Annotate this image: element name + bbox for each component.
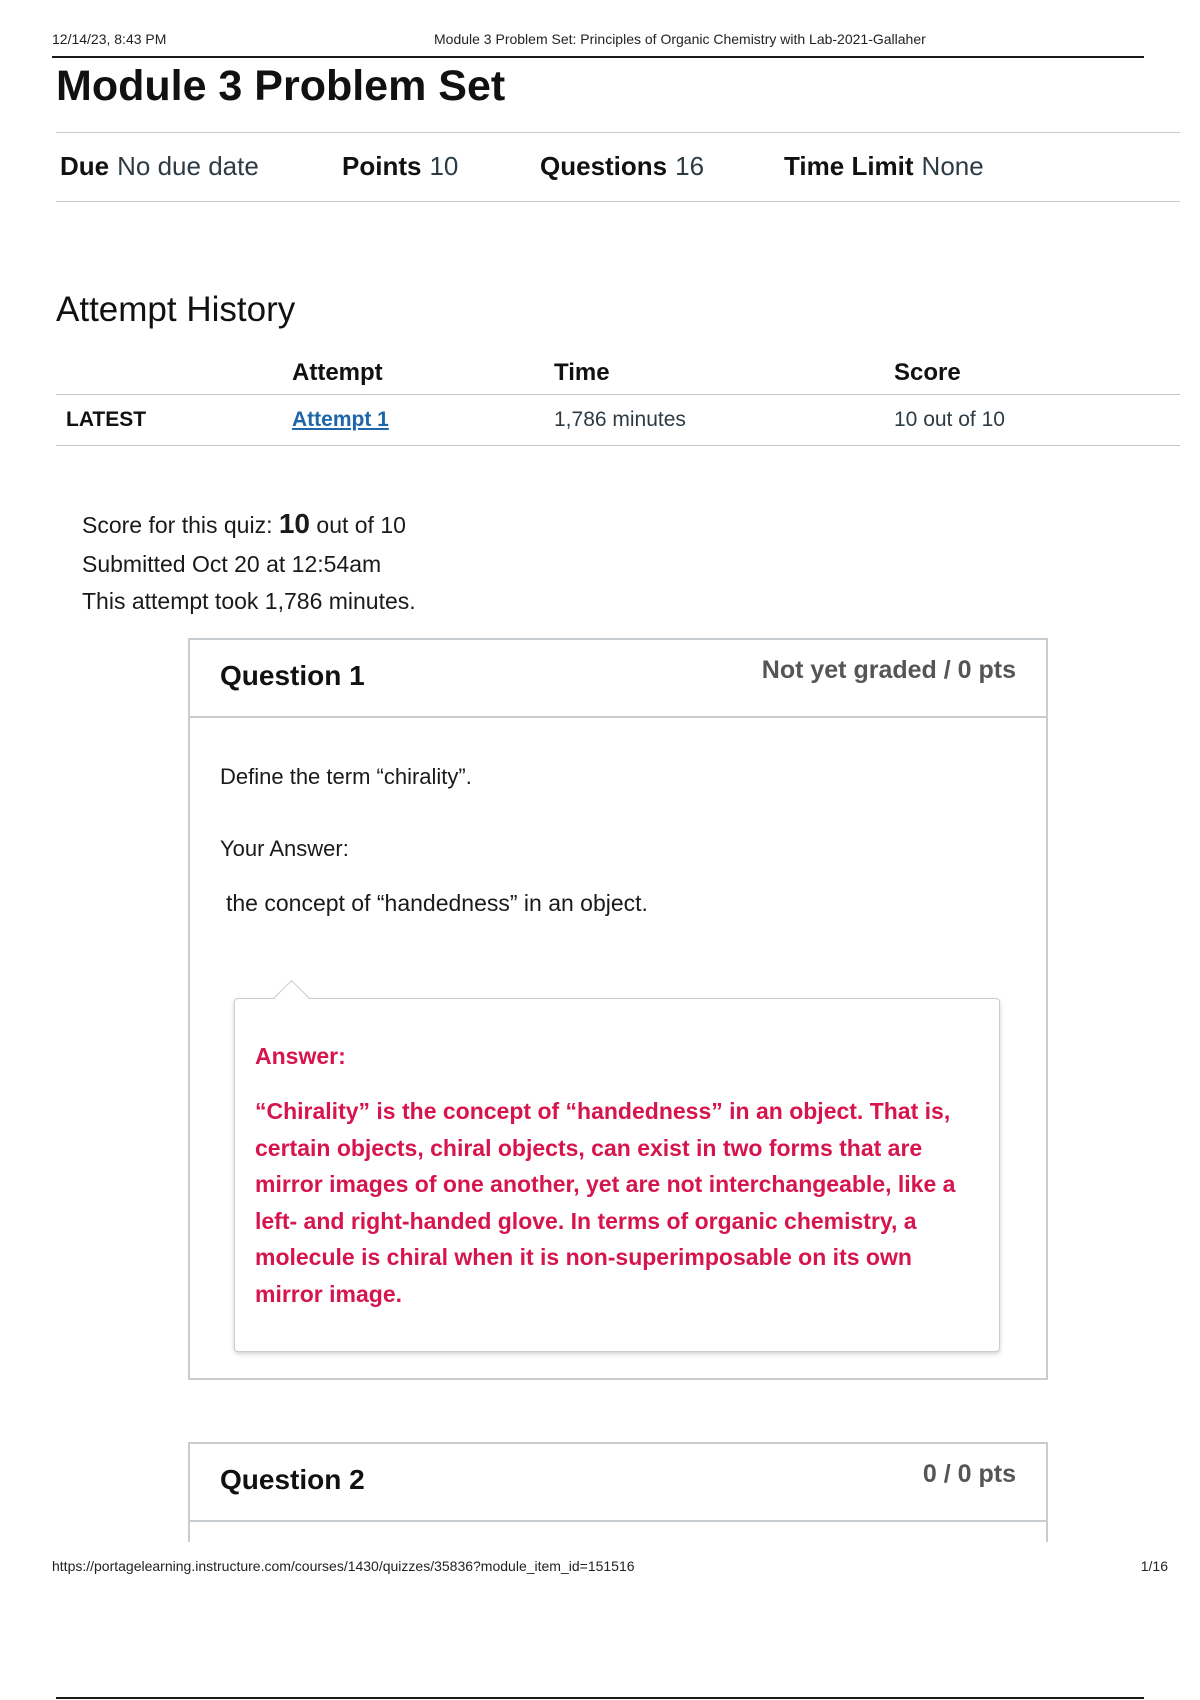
- score-suffix: out of 10: [316, 512, 406, 538]
- page-title: Module 3 Problem Set: [56, 62, 506, 110]
- your-answer-text: the concept of “handedness” in an object.: [226, 890, 648, 916]
- header-divider: [52, 56, 1144, 58]
- submitted-time: Submitted Oct 20 at 12:54am: [82, 551, 382, 577]
- column-header-time: Time: [554, 359, 610, 386]
- meta-questions-value: 16: [675, 151, 705, 181]
- print-page-title: Module 3 Problem Set: Principles of Organic Chemistry with Lab-2021-Gallaher: [434, 31, 926, 47]
- question-1-points: Not yet graded / 0 pts: [761, 656, 1016, 684]
- answer-text: “Chirality” is the concept of “handedness” in an object. That is, certain objects, chiral objects, can exist in two forms that are mirror images of one another, yet are not interchangeable, like a left- and right-handed glove. In terms of organic chemistry, a molecule is chiral when it is non-superimposable on its own mirror image.: [255, 1098, 956, 1307]
- correct-answer-box: [234, 998, 1000, 1352]
- your-answer-label: Your Answer:: [220, 836, 349, 861]
- attempt-time: 1,786 minutes: [554, 408, 686, 431]
- meta-time-limit-value: None: [921, 151, 984, 181]
- attempt-history-table: [56, 352, 1180, 446]
- print-url: https://portagelearning.instructure.com/courses/1430/quizzes/35836?module_item_id=151516: [52, 1558, 635, 1574]
- meta-due: [60, 151, 259, 182]
- attempt-duration: This attempt took 1,786 minutes.: [82, 588, 416, 614]
- meta-time-limit: [784, 151, 984, 182]
- column-header-score: Score: [894, 359, 961, 386]
- table-row: [56, 395, 1180, 446]
- score-value: 10: [278, 508, 311, 539]
- meta-time-limit-label: Time Limit: [784, 151, 914, 181]
- print-page-number: 1/16: [1140, 1558, 1168, 1574]
- meta-points-label: Points: [342, 151, 422, 181]
- question-2-points: 0 / 0 pts: [922, 1460, 1016, 1488]
- quiz-score-line: [82, 508, 406, 540]
- meta-points: [342, 151, 458, 182]
- latest-tag: LATEST: [66, 408, 147, 431]
- question-1-prompt: Define the term “chirality”.: [220, 764, 472, 789]
- callout-arrow: [274, 980, 309, 1015]
- quiz-meta-bar: [56, 132, 1180, 202]
- answer-label: Answer:: [255, 1043, 346, 1069]
- question-1-title: Question 1: [220, 660, 365, 691]
- column-header-attempt: Attempt: [292, 359, 383, 386]
- question-1-header: [190, 640, 1046, 718]
- page-bottom-divider: [56, 1697, 1144, 1699]
- question-1-card: [188, 638, 1048, 1380]
- question-2-header: [190, 1444, 1046, 1522]
- print-datetime: 12/14/23, 8:43 PM: [52, 31, 167, 47]
- table-header-row: [56, 352, 1180, 395]
- question-2-title: Question 2: [220, 1464, 365, 1495]
- attempt-score: 10 out of 10: [894, 408, 1005, 431]
- meta-questions: [540, 151, 704, 182]
- score-prefix: Score for this quiz:: [82, 512, 273, 538]
- meta-due-value: No due date: [117, 151, 259, 181]
- attempt-history-heading: Attempt History: [56, 290, 296, 329]
- meta-points-value: 10: [429, 151, 459, 181]
- meta-questions-label: Questions: [540, 151, 668, 181]
- attempt-1-link[interactable]: Attempt 1: [292, 408, 389, 431]
- meta-due-label: Due: [60, 151, 110, 181]
- question-2-card: [188, 1442, 1048, 1542]
